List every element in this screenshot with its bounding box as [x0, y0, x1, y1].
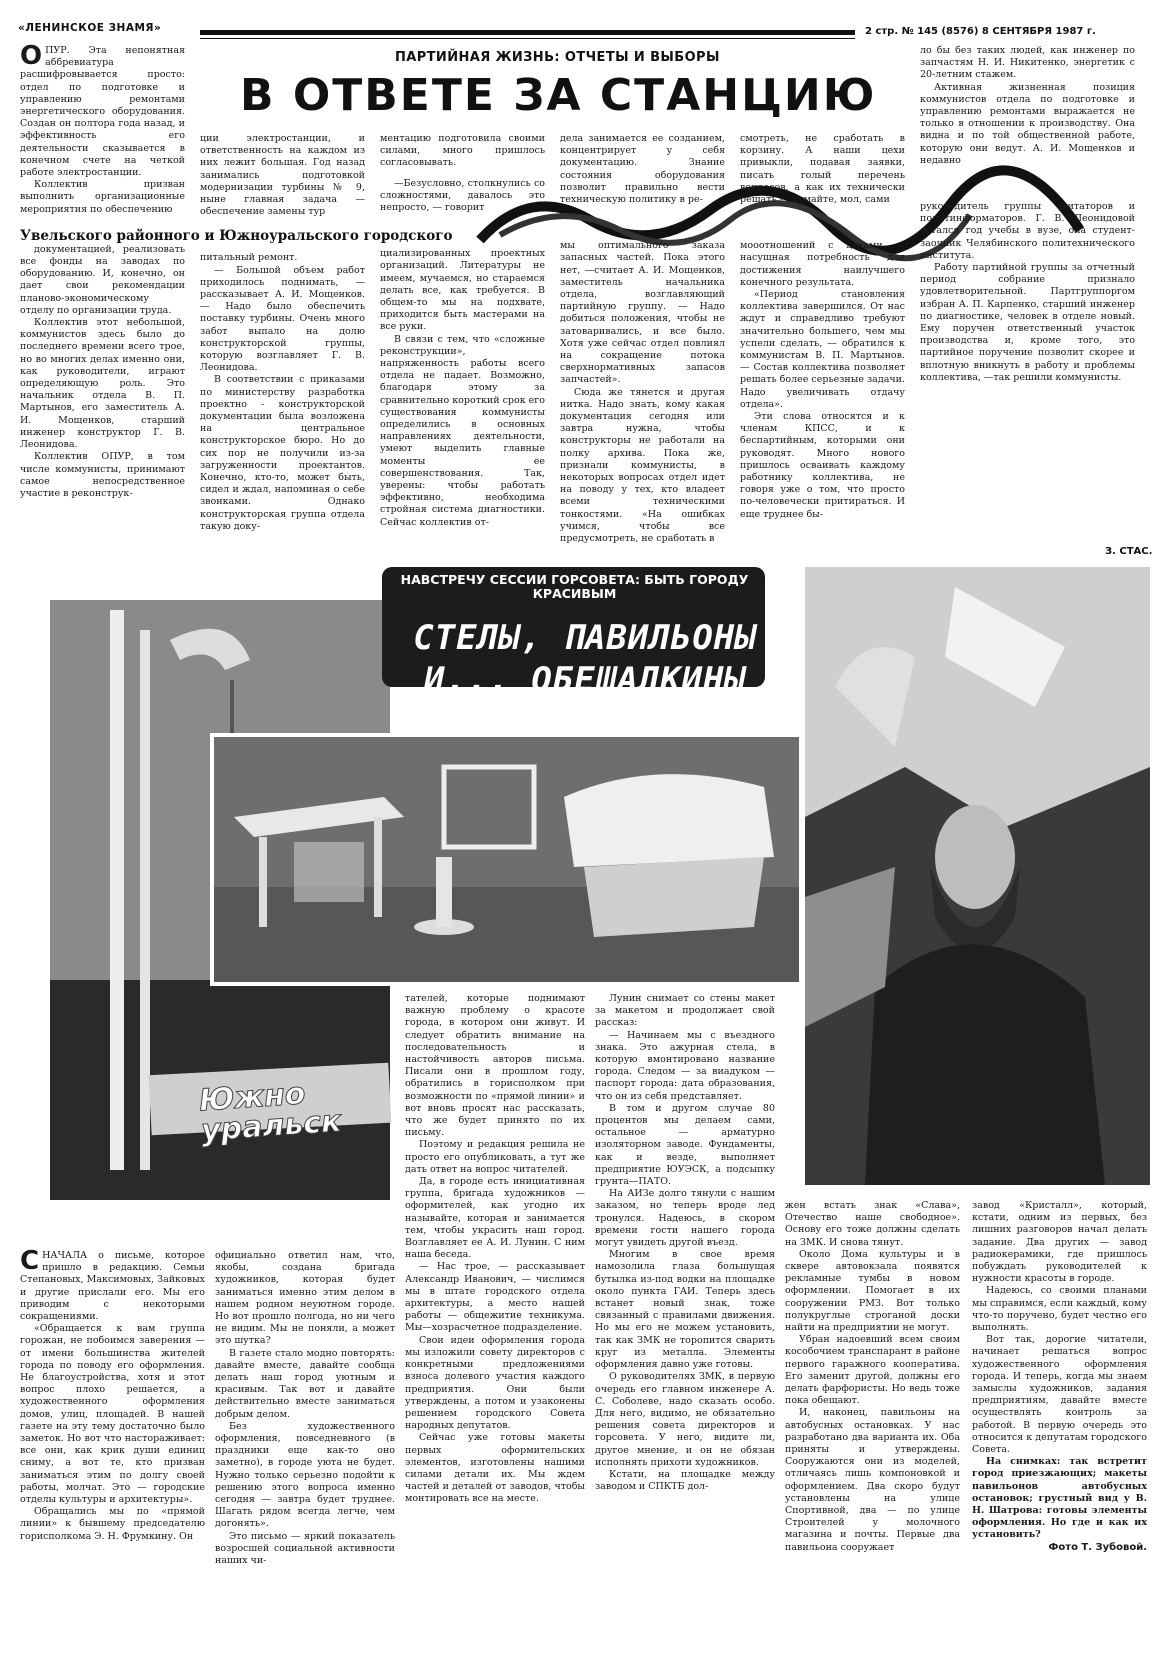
stele-sign-text: Южно уральск — [197, 1076, 343, 1149]
paragraph: Вот так, дорогие читатели, начинает решаться вопрос художественного оформления города. И теперь, когда мы знаем замыслы художников, задания предприятиям, давайте вместе осуществлять контроль за работой. В первую очередь это относится к депутатам городского Совета. — [972, 1334, 1147, 1456]
article1-column-6 — [920, 45, 1135, 515]
paragraph: И, наконец, павильоны на автобусных остановках. У нас разработано два варианта их. Оба приняты и утверждены. Сооружаются они из моделей, отличаясь лишь компоновкой и оформлением. Два скоро будут установлены на улице Спортивной, два — по улице Строителей у молочного магазина и почты. Первые два павильона сооружает — [785, 1407, 960, 1553]
paragraph: — Большой объем работ приходилось поднимать, — рассказывает А. И. Мощенков. — Надо было обеспечить поставку турбины. Очень много забот выпало на долю конструкторской группы, которую возглавляет Г. В. Леонидова. — [200, 264, 365, 374]
article2-headline — [400, 617, 770, 701]
photo-portrait — [805, 567, 1150, 1185]
paragraph: тателей, которые поднимают важную проблему о красоте города, в котором они живут. И следует обратить внимание на последовательность и настойчивость авторов письма. Писали они в прошлом году, обратились в горисполком при возможности по «прямой линии» и вот вновь просят нас рассказать, что же будет принято по их письму. — [405, 993, 585, 1139]
paragraph: дела занимается ее созданием, концентрирует у себя документацию. Знание состояния оборудования позволит правильно вести техническую политику в ре- — [560, 133, 725, 206]
paragraph: — Нас трое, — рассказывает Александр Иванович, — числимся мы в штате городского отдела архитектуры, а место нашей работы — общежитие техникума. Мы—хозрасчетное подразделение. — [405, 1261, 585, 1334]
paragraph: мооотношений с цехами — насущная потребность для достижения наилучшего конечного результата. — [740, 240, 905, 288]
paragraph: Сюда же тянется и другая нитка. Надо знать, кому какая документация сегодня или завтра нужна, чтобы конструкторы не работали на полку архива. Пока же, признали коммунисты, в некоторых вопросах отдел идет на поводу у тех, кто владеет всеми техническими тонкостями. «На ошибках учимся, чтобы все предусмотреть, не сработать в — [560, 386, 725, 545]
paragraph: циализированных проектных организаций. Литературы не имеем, мучаемся, но стараемся делать все, как требуется. В общем-то мы на подхвате, приходится быть мастерами на все руки. — [380, 248, 545, 333]
article1-column-4 — [560, 133, 725, 545]
paragraph: документацией, реализовать все фонды на заводах по оборудованию. И, конечно, он дает свои рекомендации планово-экономическому отделу по организации труда. — [20, 243, 185, 316]
paragraph: Коллектив призван выполнить организационные мероприятия по обеспечению — [20, 179, 185, 215]
paragraph: Около Дома культуры и в сквере автовокзала появятся рекламные тумбы в новом оформлении. Помогает в их сооружении РМЗ. Вот только полукруглые строганой доски найти на предприятии не могут. — [785, 1248, 960, 1334]
article1-signature: З. СТАС. — [1105, 546, 1153, 557]
paragraph: В газете стало модно повторять: давайте вместе, давайте сообща делать наш город уютным и красивым. Так вот и давайте действительно вместе заниматься добрым делом. — [215, 1347, 395, 1420]
paragraph: На АИЗе долго тянули с нашим заказом, но теперь вроде лед тронулся. Надеюсь, в скором времени гости нашего города могут увидеть другой въезд. — [595, 1188, 775, 1249]
paragraph: Это письмо — яркий показатель возросшей социальной активности наших чи- — [215, 1530, 395, 1567]
paragraph: ции электростанции, и ответственность на каждом из них лежит большая. Год назад занимались подготовкой модернизации турбины № 9, ныне главная задача — обеспечение замены тур — [200, 133, 365, 218]
photo-caption: На снимках: так встретит город приезжающих; макеты павильонов автобусных остановок; грустный вид у В. Н. Шатрова: готовы элементы оформления. Но где и как их установить? — [972, 1456, 1147, 1541]
models-illustration — [214, 737, 799, 982]
paragraph: Коллектив ОПУР, в том числе коммунисты, принимают самое непосредственное участие в реконструк- — [20, 451, 185, 499]
portrait-illustration — [805, 567, 1150, 1185]
paragraph: Надеюсь, со своими планами мы справимся, если каждый, кому что-то поручено, будет честно его выполнять. — [972, 1285, 1147, 1334]
paragraph: жен встать знак «Слава», Отечество наше свободное». Основу его тоже должны сделать на ЗМК. И снова тянут. — [785, 1200, 960, 1248]
paragraph: ментацию подготовила своими силами, много пришлось согласовывать. — [380, 133, 545, 169]
article2-column-3 — [405, 993, 585, 1650]
paragraph: —Безусловно, столкнулись со сложностями, давалось это непросто, — говорит — [380, 177, 545, 214]
photo-bus-stop-models — [210, 733, 803, 986]
article2-column-1 — [20, 1246, 205, 1650]
article1-column-3 — [380, 133, 545, 528]
paragraph: Убран надоевший всем своим кособочием транспарант в районе первого гаражного кооператива. Его заменит другой, должны его делать фарфористы. Но ведь тоже пока обещают. — [785, 1334, 960, 1407]
paragraph: «Обращается к вам группа горожан, не побоимся заверения — от имени большинства жителей города по поводу его оформления. Не благоустройства, хотя и этот вопрос плохо решается, а художественного оформления домов, улиц, площадей. В нашей газете на эту тему достаточно было заметок. Но вот что настораживает: все они, как крик души единиц сниму, а вот те, кто призван заниматься этим по долгу своей работы, молчат. Это — городские отделы культуры и архитектуры». — [20, 1323, 205, 1506]
paragraph: Обращались мы по «прямой линии» к бывшему председателю горисполкома Э. Н. Фрумкину. Он — [20, 1506, 205, 1542]
paragraph: Без художественного оформления, повседневного (в праздники еще как-то оно заметно), в городе уюта не будет. Нужно только серьезно подойти к решению этого вопроса именно сегодня — завтра будет труднее. Шагать рядом всегда легче, чем догонять». — [215, 1420, 395, 1530]
paragraph: — Начинаем мы с въездного знака. Это ажурная стела, в которую вмонтировано название города. Следом — за виадуком —паспорт города: дата образования, что он из себя представляет. — [595, 1029, 775, 1102]
paragraph: Поэтому и редакция решила не просто его опубликовать, а тут же дать ответ на вопрос читателей. — [405, 1139, 585, 1175]
paragraph: О руководителях ЗМК, в первую очередь его главном инженере А. С. Соболеве, надо сказать особо. Для него, видимо, не обязательно решения совета директоров и горсовета. У него, видите ли, другое мнение, и он не обязан исполнять прихоти художников. — [595, 1371, 775, 1468]
article2-column-6 — [972, 1200, 1147, 1650]
article2-column-4 — [595, 993, 775, 1650]
issue-info: 2 стр. № 145 (8576) 8 СЕНТЯБРЯ 1987 г. — [865, 26, 1096, 37]
paragraph: Да, в городе есть инициативная группа, бригада художников — оформителей, как угодно их называйте, которая и занимается тем, чтобы украсить наш город. Возглавляет ее А. И. Лунин. С ним наша беседа. — [405, 1176, 585, 1261]
paragraph: В том и другом случае 80 процентов мы делаем сами, остальное — арматурно изоляторном заводе. Фундаменты, как и везде, выполняет предприятие ЮУЭСК, а подсыпку грунта—ПАТО. — [595, 1102, 775, 1188]
article2-headline-line-1: СТЕЛЫ, ПАВИЛЬОНЫ — [413, 618, 757, 658]
paragraph: питальный ремонт. — [200, 252, 298, 264]
paragraph: В связи с тем, что «сложные реконструкции», напряженность работы всего отдела не падает. Возможно, благодаря этому за сравнительно короткий срок его существования коммунисты определились в основных направлениях деятельности, умеют выделить главные моменты ее совершенствования. Так, уверены: чтобы работать эффективно, необходима стройная система диагностики. Сейчас коллектив от- — [380, 333, 545, 528]
article1-column-1 — [20, 41, 185, 525]
paragraph: мы оптимального заказа запасных частей. Пока этого нет, —считает А. И. Мощенков, заместитель начальника отдела, возглавляющий партийную группу. — Надо добиться положения, чтобы не затоваривались, и все было. Хотя уже сейчас отдел повлиял на сокращение потока сверхнормативных запасов запчастей». — [560, 240, 725, 386]
paragraph: ПУР. Эта непонятная аббревиатура расшифровывается просто: отдел по подготовке и управлению ремонтами энергетического оборудования. Создан он полтора года назад, и эффективность его деятельности сказывается в конечном счете на четкой работе электростанции. — [20, 45, 185, 179]
paragraph: Свои идеи оформления города мы изложили совету директоров с конкретными предложениями взноса долевого участия каждого предприятия. Они были утверждены, а потом и узаконены решением городского Совета народных депутатов. — [405, 1334, 585, 1432]
article1-headline: В ОТВЕТЕ ЗА СТАНЦИЮ — [240, 70, 877, 121]
article1-dropcap: О — [20, 41, 43, 71]
paragraph: завод «Кристалл», который, кстати, одним из первых, без лишних разговоров начал делать задание. Два других — завод радиокерамики, где пришлось побуждать руководителей к нужности красоты в городе. — [972, 1200, 1147, 1285]
paragraph: официально ответил нам, что, якобы, создана бригада художников, которая будет заниматься именно этим делом в нашем родном неуютном городе. Но вот прошло полгода, но ни чего не видим. Мы не поняли, а может это шутка? — [215, 1250, 395, 1347]
article1-column-2 — [200, 133, 365, 532]
article2-headline-line-2: И... ОБЕЩАЛКИНЫ — [423, 660, 747, 700]
top-rule-thin — [200, 38, 855, 39]
paragraph: ло бы без таких людей, как инженер по запчастям Н. И. Никитенко, энергетик с 20-летним стажем. — [920, 45, 1135, 81]
district-banner: Увельского районного и Южноуральского городского — [20, 228, 453, 244]
article2-dropcap: С — [20, 1246, 40, 1276]
article2-column-5 — [785, 1200, 960, 1650]
paragraph: В соответствии с приказами по министерству разработка проектно - конструкторской документации была возложена на центральное конструкторское бюро. Но до сих пор не получили из-за загруженности проектантов. Конечно, кто-то, может быть, сидел и ждал, напоминая о себе звонками. Однако конструкторская группа отдела такую доку- — [200, 374, 365, 532]
photo-credit: Фото Т. Зубовой. — [1048, 1541, 1147, 1553]
paragraph: руководитель группы агитаторов и политинформаторов. Г. В. Леонидовой остался год учебы в вузе, она студент-заочник Челябинского политехнического института. — [920, 201, 1135, 261]
article2-rubric: НАВСТРЕЧУ СЕССИИ ГОРСОВЕТА: БЫТЬ ГОРОДУ КРАСИВЫМ — [400, 572, 749, 601]
newspaper-masthead: «ЛЕНИНСКОЕ ЗНАМЯ» — [18, 22, 162, 34]
paragraph: Работу партийной группы за отчетный период собрание признало удовлетворительной. Партгруппоргом избран А. П. Карпенко, старший инженер по диагностике, человек в отделе новый. Ему поручен ответственный участок производства и, кроме того, это партийное поручение позволит скорее и вплотную вникнуть в работу и проблемы коллектива, —так решили коммунисты. — [920, 262, 1135, 383]
paragraph: Сейчас уже готовы макеты первых оформительских элементов, изготовлены нашими силами детали их. Мы ждем частей и деталей от заводов, чтобы монтировать все на месте. — [405, 1432, 585, 1505]
paragraph: Эти слова относятся и к членам КПСС, и к беспартийным, которыми они руководят. Много нового пришлось осваивать каждому работнику коллектива, не говоря уже о том, что просто по-человечески притираться. И еще труднее бы- — [740, 411, 905, 520]
paragraph: «Период становления коллектива завершился. От нас ждут и справедливо требуют значительно большего, чем мы успели сделать, — обратился к коммунистам В. П. Мартынов. — Состав коллектива позволяет решать более серьезные задачи. Надо увеличивать отдачу отдела». — [740, 289, 905, 410]
paragraph: Многим в свое время намозолила глаза большущая бутылка из-под водки на площадке около пункта ГАИ. Теперь здесь встанет новый знак, тоже связанный с правилами движения. Но мы его не можем установить, так как ЗМК не торопится сварить круг из металла. Элементы оформления давно уже готовы. — [595, 1249, 775, 1371]
paragraph: Кстати, на площадке между заводом и СПКТБ дол- — [595, 1468, 775, 1493]
article1-column-5 — [740, 133, 905, 528]
article1-rubric: ПАРТИЙНАЯ ЖИЗНЬ: ОТЧЕТЫ И ВЫБОРЫ — [395, 50, 720, 65]
article2-column-2 — [215, 1250, 395, 1650]
paragraph: Коллектив этот небольшой, коммунистов здесь было до последнего времени всего трое, но во многих делах именно они, как руководители, играют определяющую роль. Это начальник отдела В. П. Мартынов, его заместитель А. И. Мощенков, старший инженер конструктор Г. В. Леонидова. — [20, 317, 185, 451]
top-rule — [200, 30, 855, 35]
paragraph: Лунин снимает со стены макет за макетом и продолжает свой рассказ: — [595, 993, 775, 1029]
paragraph: НАЧАЛА о письме, которое пришло в редакцию. Семьи Степановых, Максимовых, Зайковых и другие прислали его. Мы его приводим с некоторыми сокращениями. — [20, 1250, 205, 1323]
paragraph: Активная жизненная позиция коммунистов отдела по подготовке и управлению ремонтами выражается не только в отношении к производству. Она видна и по той общественной работе, которую они ведут. А. И. Мощенков и недавно — [920, 81, 1135, 166]
paragraph: смотреть, не сработать в корзину. А наши цехи привыкли, подавая заявки, писать голый перечень вопросов, а как их технически решать — думайте, мол, сами — [740, 133, 905, 206]
